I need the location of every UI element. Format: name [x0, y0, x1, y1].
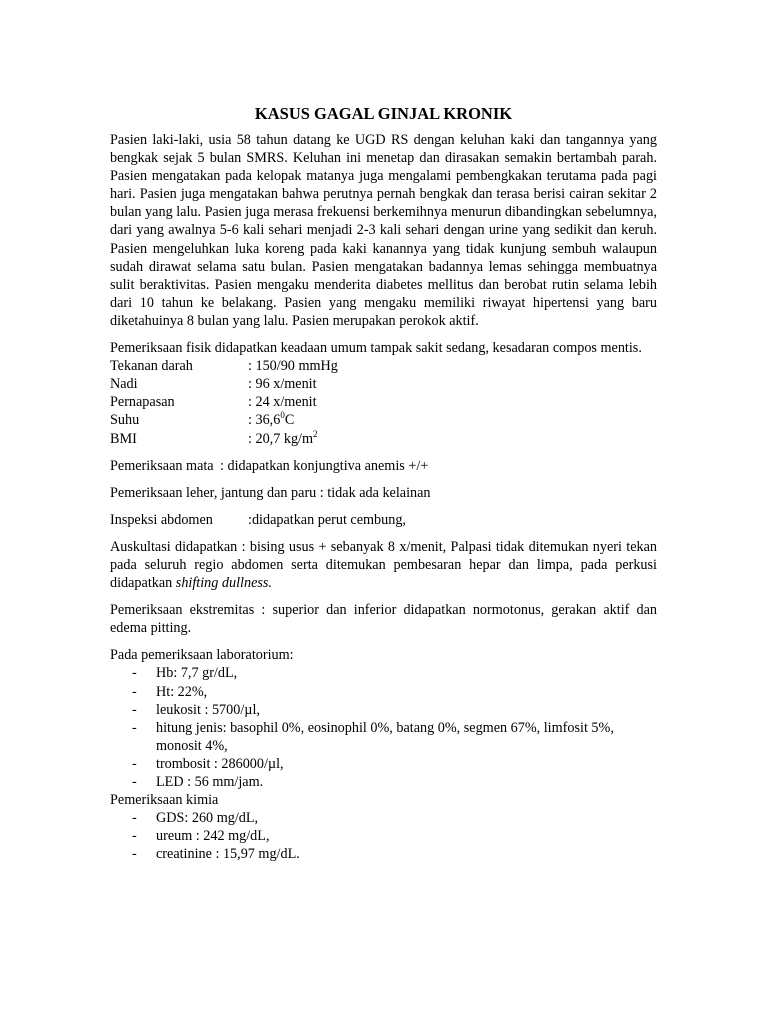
vital-signs: [110, 339, 657, 448]
case-history-paragraph: Pasien laki-laki, usia 58 tahun datang ke UGD RS dengan keluhan kaki dan tangannya yang bengkak sejak 5 bulan SMRS. Keluhan ini menetap dan dirasakan semakin bertambah parah. Pasien mengatakan pada kelopak matanya juga mengalami pembengkakan terutama pada pagi hari. Pasien juga mengatakan bahwa perutnya pernah bengkak dan terasa berisi cairan sekitar 2 bulan yang lalu. Pasien juga merasa frekuensi berkemihnya menurun dibandingkan sebelumnya, dari yang awalnya 5-6 kali sehari menjadi 2-3 kali sehari dengan urine yang sedikit dan keruh. Pasien mengeluhkan luka koreng pada kaki kanannya yang tidak kunjung sembuh walaupun sudah dirawat selama satu bulan. Pasien mengatakan badannya lemas sehingga membuatnya sulit beraktivitas. Pasien mengaku menderita diabetes mellitus dan berobat rutin selama lebih dari 10 tahun ke belakang. Pasien yang mengaku memiliki riwayat hipertensi yang baru diketahuinya 8 bulan yang lalu. Pasien merupakan perokok aktif.: [110, 132, 657, 329]
extremities-paragraph: Pemeriksaan ekstremitas : superior dan inferior didapatkan normotonus, gerakan aktif dan edema pitting.: [110, 602, 657, 637]
degree-superscript: 0: [280, 410, 285, 421]
vital-row-blood-pressure: [110, 357, 657, 375]
list-item: - trombosit : 286000/µl,: [110, 755, 657, 773]
neck-exam: Pemeriksaan leher, jantung dan paru : tidak ada kelainan: [110, 484, 431, 501]
bmi-value: : 20,7 kg/m: [248, 430, 314, 447]
document-title: KASUS GAGAL GINJAL KRONIK: [254, 104, 513, 123]
vital-row-bmi: [110, 430, 657, 448]
vital-label: Nadi: [110, 376, 138, 393]
eye-exam: [110, 457, 657, 475]
auscultation-text: Auskultasi didapatkan : bising usus + sebanyak 8 x/menit, Palpasi tidak ditemukan nyeri tekan pada seluruh regio abdomen serta ditemukan pembesaran hepar dan limpa, pada perkusi didapatkan: [110, 538, 657, 592]
temperature-unit: C: [284, 412, 295, 429]
vital-value: : 24 x/menit: [248, 394, 317, 411]
vital-label: Tekanan darah: [110, 358, 193, 375]
list-item: - Ht: 22%,: [110, 683, 657, 701]
chem-title: Pemeriksaan kimia: [110, 792, 219, 809]
list-item: - GDS: 260 mg/dL,: [110, 809, 657, 827]
vital-row-temperature: [110, 411, 657, 429]
laboratory-section: [110, 646, 657, 863]
chem-list: [110, 809, 657, 863]
auscultation-paragraph: [110, 538, 657, 592]
document-content: [110, 103, 657, 863]
abdomen-inspection: [110, 511, 657, 529]
vital-label: Suhu: [110, 412, 140, 429]
physical-exam-text: Pemeriksaan fisik didapatkan keadaan umum tampak sakit sedang, kesadaran compos mentis.: [110, 340, 642, 357]
temperature-value: : 36,6: [248, 412, 281, 429]
vital-value: : 150/90 mmHg: [248, 358, 338, 375]
squared-superscript: 2: [313, 428, 318, 439]
list-item: - creatinine : 15,97 mg/dL.: [110, 845, 657, 863]
vital-value: [248, 430, 318, 448]
list-item: - leukosit : 5700/µl,: [110, 701, 657, 719]
eye-exam-label: Pemeriksaan mata: [110, 457, 214, 474]
vital-label: Pernapasan: [110, 394, 175, 411]
eye-exam-value: : didapatkan konjungtiva anemis +/+: [220, 457, 429, 474]
shifting-dullness-text: shifting dullness.: [175, 575, 272, 592]
vital-label: BMI: [110, 430, 137, 447]
vital-value: : 96 x/menit: [248, 376, 317, 393]
lab-list: [110, 664, 657, 791]
vital-row-respiration: [110, 393, 657, 411]
lab-title: Pada pemeriksaan laboratorium:: [110, 647, 294, 664]
list-item: - LED : 56 mm/jam.: [110, 773, 657, 791]
list-item: - hitung jenis: basophil 0%, eosinophil 0%, batang 0%, segmen 67%, limfosit 5%, monosit 4%,: [110, 719, 657, 755]
abdomen-value: :didapatkan perut cembung,: [248, 511, 406, 528]
list-item: - ureum : 242 mg/dL,: [110, 827, 657, 845]
list-item: - Hb: 7,7 gr/dL,: [110, 664, 657, 682]
abdomen-label: Inspeksi abdomen: [110, 511, 213, 528]
vital-row-pulse: [110, 375, 657, 393]
vital-value: [248, 411, 294, 429]
